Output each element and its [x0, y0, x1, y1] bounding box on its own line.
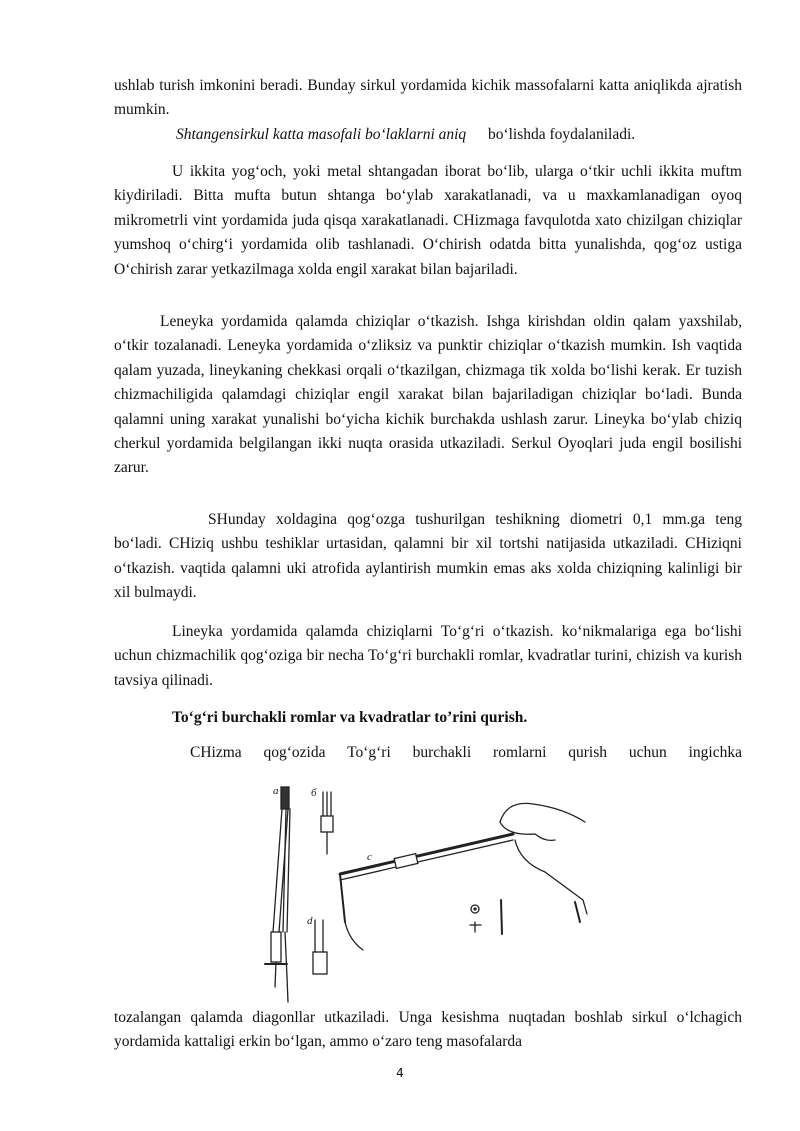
compass-lead-holder [271, 932, 281, 962]
paragraph-2-rest: bo‘lishda foydalaniladi. [487, 126, 636, 143]
paragraph-7: CHizma qog‘ozida To‘g‘ri burchakli romlarni qurish uchun ingichka [190, 744, 742, 761]
paragraph-6: Lineyka yordamida qalamda chiziqlarni To‘g‘ri o‘tkazish. ko‘nikmalariga ega bo‘lishi uchun chizmachilik qog‘oziga bir necha To‘g‘ri burchakli romlar, kvadratlar turini, chizish va kurish tavsiya qilinadi. [114, 623, 742, 689]
paragraph-5: SHunday xoldagina qog‘ozga tushurilgan teshikning diometri 0,1 mm.ga teng bo‘ladi. CHiziq ushbu teshiklar urtasidan, qalamni bir xil tortshi natijasida utkaziladi. CHiziqni o‘tkazish. vaqtida qalamni uki atrofida aylantirish mumkin emas aks xolda chiziqning kalinligi bir xil bulmaydi. [114, 511, 742, 602]
figure-label-c: c [367, 851, 372, 863]
paragraph-1: ushlab turish imkonini beradi. Bunday sirkul yordamida kichik massofalarni katta aniqlikda ajratish mumkin. [114, 77, 742, 119]
beam-rod [340, 834, 513, 874]
instruments-figure [245, 782, 595, 1004]
paragraph-2-italic: Shtangensirkul katta masofali bo‘laklarni aniq [176, 126, 467, 143]
figure-label-d: d [307, 915, 313, 927]
page-number: 4 [396, 1066, 404, 1080]
arc-stroke [345, 922, 363, 950]
figure-label-b: б [311, 787, 317, 799]
paragraph-2 [176, 123, 742, 147]
instruments-illustration [245, 782, 595, 1004]
paragraph-8: tozalangan qalamda diagonllar utkaziladi. Unga kesishma nuqtadan boshlab sirkul o‘lchagich yordamida kattaligi erkin bo‘lgan, ammo o‘zaro teng masofalarda [114, 1009, 742, 1051]
figure-label-a: a [273, 785, 279, 797]
paragraph-3: U ikkita yog‘och, yoki metal shtangadan iborat bo‘lib, ularga o‘tkir uchli ikkita muftm kiydiriladi. Bitta mufta butun shtanga bo‘ylab xarakatlanadi, va u maxkamlanadigan oyoq mikrometrli vint yordamida juda qisqa xarakatlanadi. CHizmaga favqulotda xato chizilgan chiziqlar yumshoq o‘chirg‘i yordamida olib tashlanadi. O‘chirish odatda bitta yunalishda, qog‘oz ustiga O‘chirish zarar yetkazilmaga xolda engil xarakat bilan bajariladi. [114, 163, 742, 278]
compass-head [281, 787, 289, 809]
section-heading: To‘g‘ri burchakli romlar va kvadratlar to’rini qurish. [172, 709, 528, 726]
paragraph-4: Leneyka yordamida qalamda chiziqlar o‘tkazish. Ishga kirishdan oldin qalam yaxshilab, o‘tkir tozalanadi. Leneyka yordamida o‘zliksiz va punktir chiziqlar o‘tkazish mumkin. Ish vaqtida qalam yuzada, lineykaning chekkasi orqali o‘tkazilgan, chizmaga tik xolda bo‘lishi kerak. Er tuzish chizmachiligida qalamdagi chiziqlar engil xarakat bilan bajariladigan chiziqlar bo‘ladi. Bunda qalamni uning xarakat yunalishi bo‘yicha kichik burchakda ushlash zarur. Lineyka bo‘ylab chiziq cherkul yordamida belgilangan ikki nuqta orasida utkaziladi. Serkul Oyoqlari juda engil bosilishi zarur. [114, 313, 742, 477]
